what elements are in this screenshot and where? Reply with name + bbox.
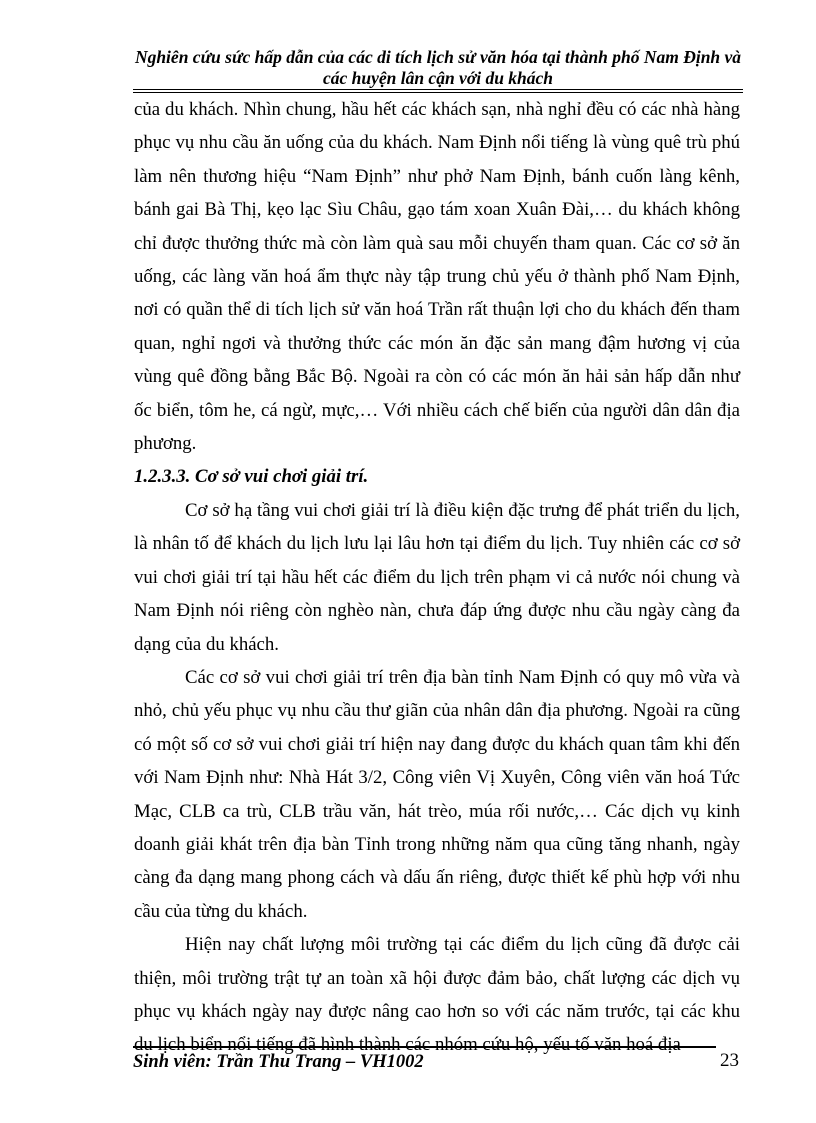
footer-student: Sinh viên: Trần Thu Trang – VH1002 (133, 1052, 424, 1072)
section-heading: 1.2.3.3. Cơ sở vui chơi giải trí. (134, 466, 369, 488)
body-text (134, 93, 740, 1062)
page-number: 23 (720, 1050, 739, 1071)
paragraph-entertainment-infrastructure: Cơ sở hạ tầng vui chơi giải trí là điều kiện đặc trưng để phát triển du lịch, là nhân tố để khách du lịch lưu lại lâu hơn tại điểm du lịch. Tuy nhiên các cơ sở vui chơi giải trí tại hầu hết các điểm du lịch trên phạm vi cả nước nói chung và Nam Định nói riêng còn nghèo nàn, chưa đáp ứng được nhu cầu ngày càng đa dạng của du khách. (134, 499, 740, 655)
running-header: Nghiên cứu sức hấp dẫn của các di tích lịch sử văn hóa tại thành phố Nam Định và các huyện lân cận với du khách (134, 47, 742, 88)
header-rule (133, 89, 743, 90)
paragraph-environment-quality: Hiện nay chất lượng môi trường tại các điểm du lịch cũng đã được cải thiện, môi trường trật tự an toàn xã hội được đảm bảo, chất lượng các dịch vụ phục vụ khách ngày nay được nâng cao hơn so với các năm trước, tại các khu du lịch biển nổi tiếng đã hình thành các nhóm cứu hộ, yếu tố văn hoá địa (134, 934, 740, 1056)
paragraph-entertainment-venues: Các cơ sở vui chơi giải trí trên địa bàn tỉnh Nam Định có quy mô vừa và nhỏ, chủ yếu phục vụ nhu cầu thư giãn của nhân dân địa phương. Ngoài ra cũng có một số cơ sở vui chơi giải trí hiện nay đang được du khách quan tâm khi đến với Nam Định như: Nhà Hát 3/2, Công viên Vị Xuyên, Công viên văn hoá Tức Mạc, CLB ca trù, CLB trầu văn, hát trèo, múa rối nước,… Các dịch vụ kinh doanh giải khát trên địa bàn Tỉnh trong những năm qua cũng tăng nhanh, ngày càng đa dạng mang phong cách và dấu ấn riêng, được thiết kế phù hợp với nhu cầu của từng du khách. (134, 666, 740, 922)
footer-rule (133, 1046, 716, 1048)
paragraph-food-services: của du khách. Nhìn chung, hầu hết các khách sạn, nhà nghỉ đều có các nhà hàng phục vụ nhu cầu ăn uống của du khách. Nam Định nổi tiếng là vùng quê trù phú làm nên thương hiệu “Nam Định” như phở Nam Định, bánh cuốn làng kênh, bánh gai Bà Thị, kẹo lạc Sìu Châu, gạo tám xoan Xuân Đài,… du khách không chỉ được thưởng thức mà còn làm quà sau mỗi chuyến tham quan. Các cơ sở ăn uống, các làng văn hoá ẩm thực này tập trung chủ yếu ở thành phố Nam Định, nơi có quần thể di tích lịch sử văn hoá Trần rất thuận lợi cho du khách đến tham quan, nghỉ ngơi và thưởng thức các món ăn đặc sản mang đậm hương vị của vùng quê đồng bằng Bắc Bộ. Ngoài ra còn có các món ăn hải sản hấp dẫn như ốc biển, tôm he, cá ngừ, mực,… Với nhiều cách chế biến của người dân dân địa phương. (134, 99, 740, 455)
